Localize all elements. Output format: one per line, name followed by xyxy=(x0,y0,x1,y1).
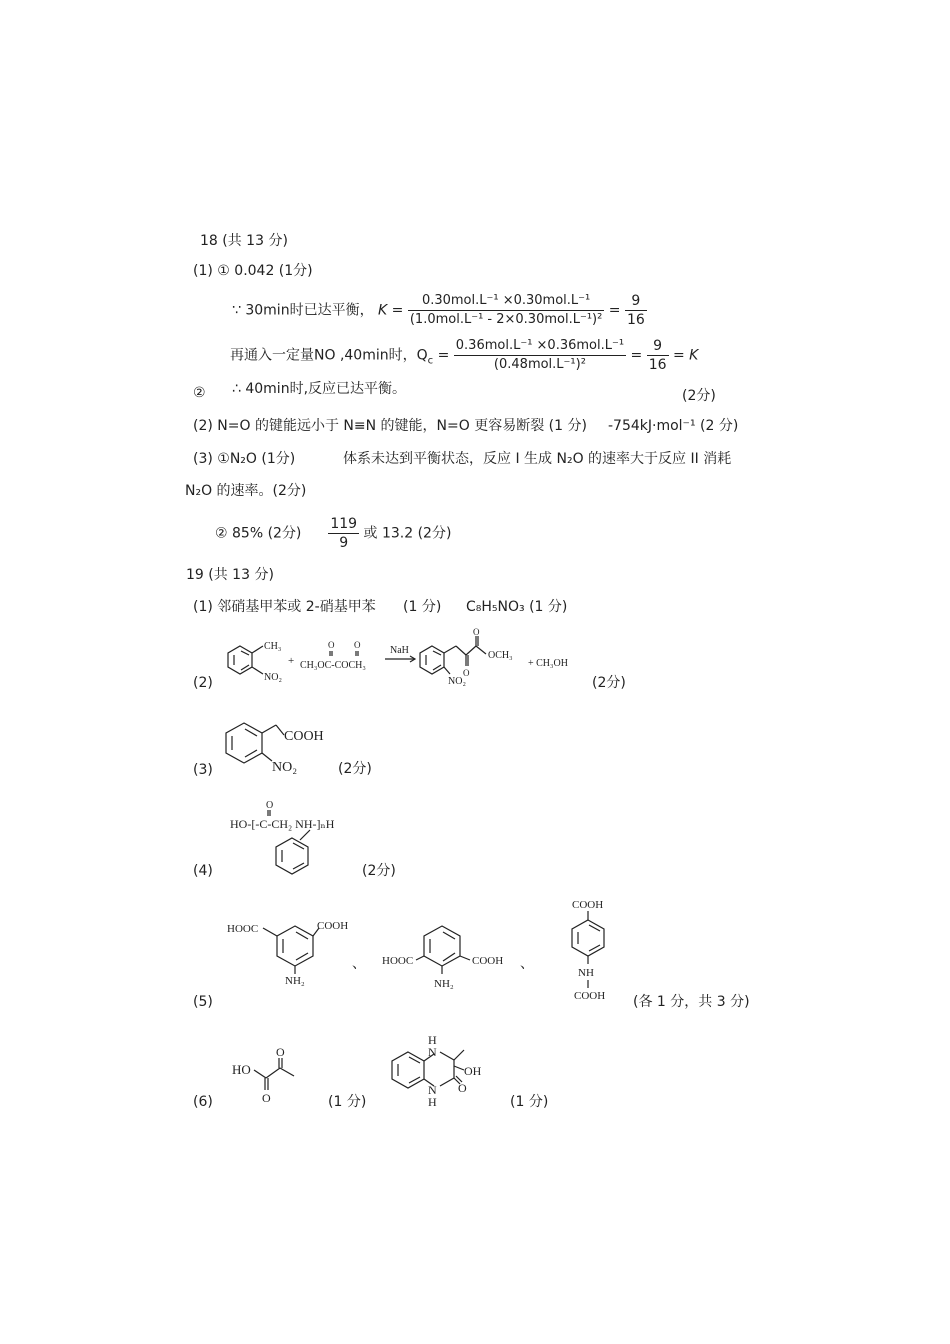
struct-b-hooc: HOOC xyxy=(382,955,414,967)
q18-header: 18 (共 13 分) xyxy=(200,233,288,249)
part3-cooh: COOH xyxy=(284,729,324,744)
q19-part4-label: (4) xyxy=(193,863,213,879)
pyruvic-ho: HO xyxy=(232,1062,251,1077)
ketone-oxygen: O xyxy=(463,668,470,678)
q18-part1-score: (2分) xyxy=(682,388,716,404)
polymer-oxygen: O xyxy=(266,800,274,811)
oxygen-label-1: O xyxy=(328,640,335,650)
struct-a-nh2: NH₂ xyxy=(285,975,305,987)
part3-no2: NO₂ xyxy=(272,760,298,775)
plus-sign: + xyxy=(288,655,295,667)
methanol-byproduct: + CH₃OH xyxy=(528,658,568,669)
q19-part4-score: (2分) xyxy=(362,863,396,879)
q19-part3-label: (3) xyxy=(193,762,213,778)
quinoxalinone-oh: OH xyxy=(464,1064,482,1078)
q18-k-symbol: K = xyxy=(378,302,404,319)
q18-q-expression xyxy=(230,337,698,374)
q18-k-result-num: 9 xyxy=(625,292,647,311)
quinoxalinone-n-bottom: N xyxy=(428,1083,437,1097)
part3-benzene-ring xyxy=(226,723,262,763)
q19-part4-polymer xyxy=(230,796,370,880)
q19-part1-formula: C₈H₅NO₃ (1 分) xyxy=(466,599,568,615)
q18-q-numerator: 0.36mol.L⁻¹ ×0.36mol.L⁻¹ xyxy=(454,337,626,356)
q18-k-expression xyxy=(232,292,647,329)
dimethyl-oxalate: CH₃OC-COCH₃ xyxy=(300,660,366,671)
struct-b-ring xyxy=(424,926,460,966)
q19-part6-pyruvic-acid xyxy=(228,1044,318,1110)
q18-k-result-den: 16 xyxy=(626,312,645,328)
no2-label: NO₂ xyxy=(264,672,282,683)
q19-part6-score-a: (1 分) xyxy=(328,1094,367,1110)
q18-part2-value: -754kJ·mol⁻¹ (2 分) xyxy=(608,418,739,434)
q18-k-equals: = xyxy=(608,302,621,319)
q18-part3-d-num: 119 xyxy=(330,516,358,532)
quinoxalinone-h-top: H xyxy=(428,1033,437,1047)
q18-q-fraction xyxy=(454,337,626,374)
q18-q-result-num: 9 xyxy=(647,337,669,356)
q19-part5-separator-1: 、 xyxy=(352,956,366,972)
q18-part3-d-den: 9 xyxy=(339,535,349,551)
q19-part2-label: (2) xyxy=(193,675,213,691)
q18-part1-line: (1) ① 0.042 (1分) xyxy=(193,263,313,279)
q18-q-denominator: (0.48mol.L⁻¹)² xyxy=(493,357,586,372)
q18-q-sub: c xyxy=(427,355,434,367)
ch3-label: CH₃ xyxy=(264,641,282,652)
q18-part3-b: 体系未达到平衡状态，反应 I 生成 N₂O 的速率大于反应 II 消耗 xyxy=(343,451,732,467)
q18-q-tail: = K xyxy=(672,347,699,364)
q19-part3-score: (2分) xyxy=(338,761,372,777)
o-nitrotoluene-ring xyxy=(228,646,252,674)
och3-label: OCH₃ xyxy=(488,650,513,661)
q18-q-equals: = xyxy=(433,347,450,364)
q18-q-result-den: 16 xyxy=(648,357,667,373)
q18-k-denominator: (1.0mol.L⁻¹ - 2×0.30mol.L⁻¹)² xyxy=(409,312,603,327)
q19-part5-structure-a xyxy=(225,912,355,996)
product-no2: NO₂ xyxy=(448,676,466,687)
q19-part3-structure xyxy=(222,715,342,779)
q18-q-result xyxy=(647,337,669,374)
product-ring xyxy=(420,646,444,674)
nah-reagent: NaH xyxy=(390,645,409,656)
q19-part5-score: (各 1 分，共 3 分) xyxy=(633,994,750,1010)
q19-part1-line: (1) 邻硝基甲苯或 2-硝基甲苯 xyxy=(193,599,376,615)
q19-part2-reaction xyxy=(220,628,590,692)
q18-part3-a: (3) ①N₂O (1分) xyxy=(193,451,296,467)
q18-q-prefix: 再通入一定量NO ,40min时，Q xyxy=(230,347,428,364)
q19-part5-label: (5) xyxy=(193,994,213,1010)
q19-header: 19 (共 13 分) xyxy=(186,567,274,583)
struct-a-ring xyxy=(277,926,313,966)
quinoxalinone-benzene-ring xyxy=(392,1052,424,1088)
q18-part2-line: (2) N=O 的键能远小于 N≡N 的键能，N=O 更容易断裂 (1 分) xyxy=(193,418,587,434)
struct-c-ring xyxy=(572,920,604,956)
struct-a-hooc: HOOC xyxy=(227,923,259,935)
q18-conclusion: ∴ 40min时,反应已达平衡。 xyxy=(232,381,407,397)
q19-part5-structure-b xyxy=(382,920,512,999)
ester-oxygen: O xyxy=(473,627,480,637)
quinoxalinone-h-bottom: H xyxy=(428,1095,437,1109)
q18-k-fraction xyxy=(408,292,604,329)
polymer-benzene-ring xyxy=(276,838,308,874)
q19-part2-score: (2分) xyxy=(592,675,626,691)
q19-part6-score-b: (1 分) xyxy=(510,1094,549,1110)
q18-part3-d xyxy=(215,515,451,552)
q18-k-result xyxy=(625,292,647,329)
q19-part6-label: (6) xyxy=(193,1094,213,1110)
quinoxalinone-n-top: N xyxy=(428,1045,437,1059)
q18-part3-c: N₂O 的速率。(2分) xyxy=(185,483,307,499)
struct-c-cooh-bottom: COOH xyxy=(574,990,606,1002)
struct-b-nh2: NH₂ xyxy=(434,978,454,990)
pyruvic-acid-o: O xyxy=(262,1091,271,1105)
q19-part6-quinoxalinone xyxy=(390,1030,500,1114)
pyruvic-ketone-o: O xyxy=(276,1045,285,1059)
q18-part3-d-tail: 或 13.2 (2分) xyxy=(363,525,452,542)
q18-part3-d-fraction xyxy=(328,515,359,552)
struct-c-nh: NH xyxy=(578,967,594,979)
q19-part5-structure-c xyxy=(560,896,630,1010)
struct-a-cooh: COOH xyxy=(317,920,349,932)
quinoxalinone-carbonyl-o: O xyxy=(458,1081,467,1095)
q18-q-equals2: = xyxy=(630,347,643,364)
q18-part3-d-prefix: ② 85% (2分) xyxy=(215,525,302,542)
q19-part1-score: (1 分) xyxy=(403,599,442,615)
struct-c-cooh-top: COOH xyxy=(572,899,604,911)
q18-k-numerator: 0.30mol.L⁻¹ ×0.30mol.L⁻¹ xyxy=(408,292,604,311)
oxygen-label-2: O xyxy=(354,640,361,650)
q18-k-prefix: ∵ 30min时已达平衡， xyxy=(232,302,374,319)
q19-part5-separator-2: 、 xyxy=(520,956,534,972)
struct-b-cooh: COOH xyxy=(472,955,504,967)
q18-mark2: ② xyxy=(193,385,206,401)
polymer-chain: HO-[-C-CH₂ NH-]ₙH xyxy=(230,817,335,831)
